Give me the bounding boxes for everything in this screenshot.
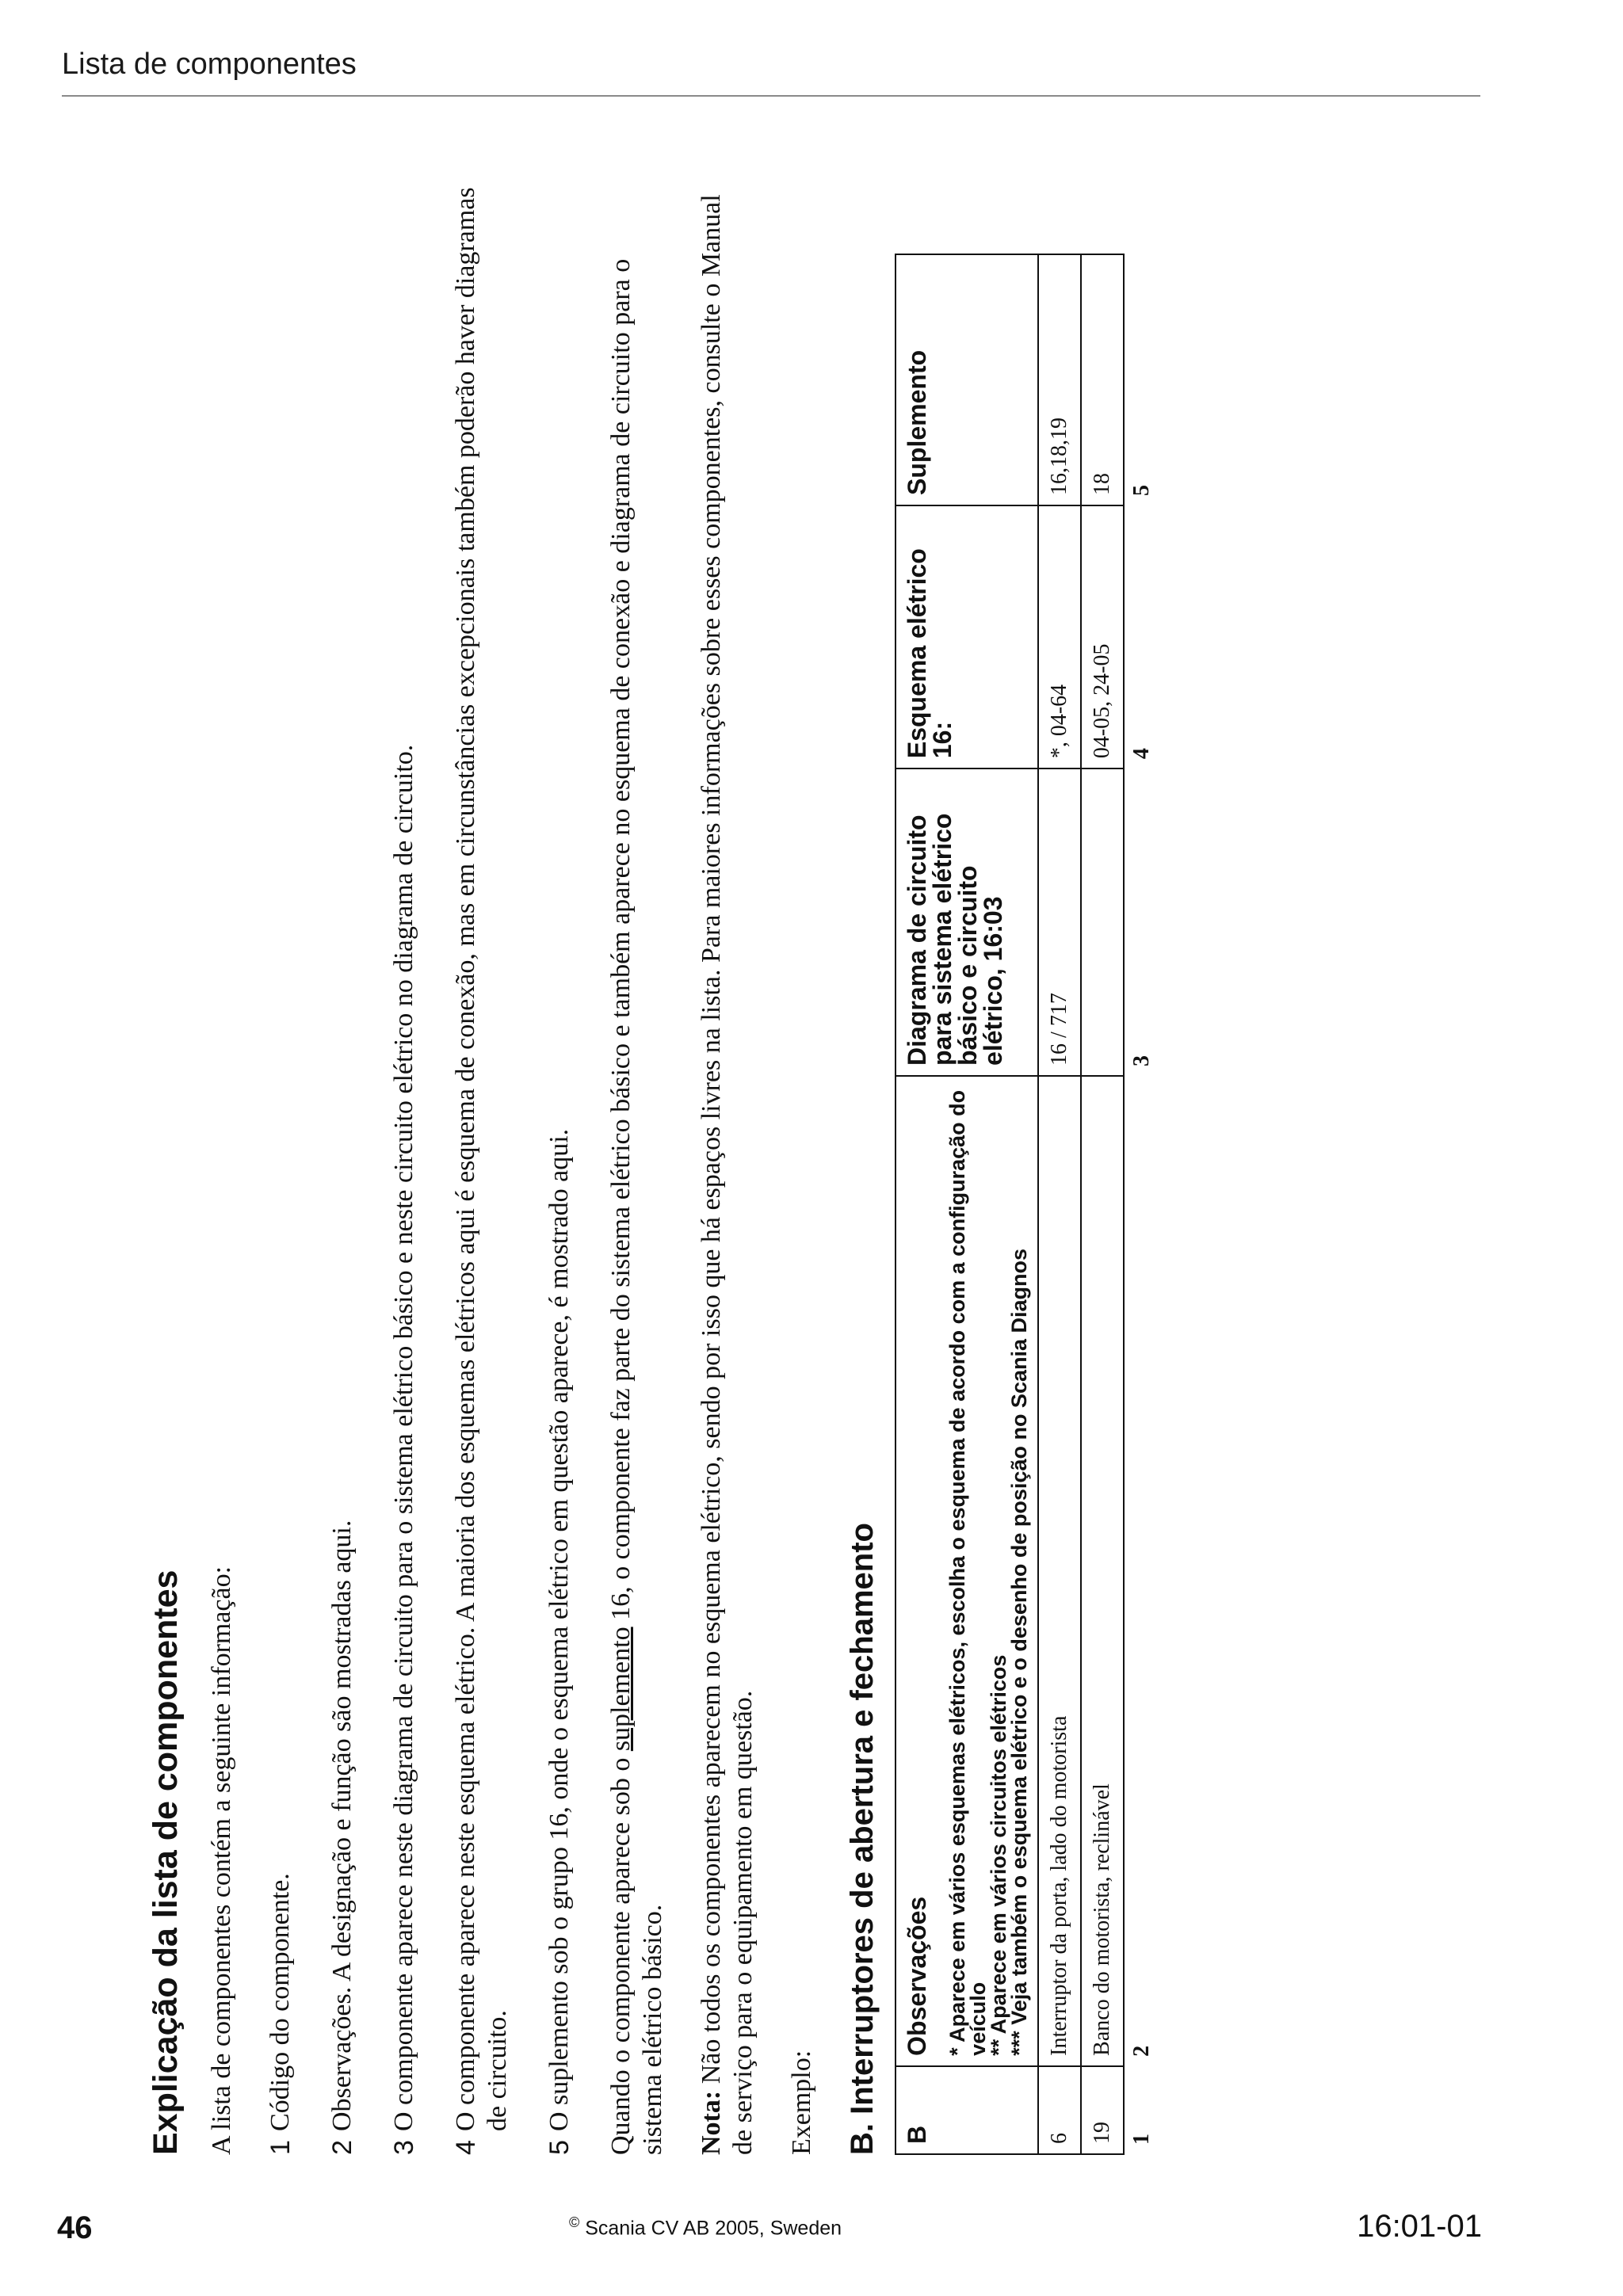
supplement-underlined-term: suplemento — [606, 1627, 636, 1752]
column-number: 3 — [1129, 1055, 1154, 1066]
column-number: 2 — [1129, 2045, 1154, 2057]
header-suplemento: Suplemento — [896, 254, 1038, 505]
cell-b: 19 — [1081, 2066, 1124, 2154]
table-header-row — [896, 254, 1038, 2154]
cell-esquema: 04-05, 24-05 — [1081, 505, 1124, 769]
table-row — [1081, 254, 1124, 2154]
list-item — [544, 174, 575, 2155]
list-item-number: 1 — [265, 2140, 296, 2155]
cell-suplemento: 16,18,19 — [1038, 254, 1081, 505]
section-title: Explicação da lista de componentes — [147, 1569, 185, 2155]
note-label: Nota: — [697, 2090, 726, 2155]
copyright-notice — [569, 2214, 842, 2240]
component-table — [895, 254, 1163, 2155]
header-b: B — [896, 2066, 1038, 2154]
list-item-number: 5 — [544, 2140, 575, 2155]
list-item-text: Observações. A designação e função são mostradas aqui. — [327, 1520, 357, 2131]
cell-esquema: *, 04-64 — [1038, 505, 1081, 769]
supplement-text-after: 16, o componente faz parte do sistema elétrico básico e também aparece no esquema de conexão e diagrama de circuito para o sistema elétrico básico. — [606, 258, 667, 2155]
list-item-text: O suplemento sob o grupo 16, onde o esquema elétrico em questão aparece, é mostrado aqui. — [544, 1128, 574, 2131]
list-item — [388, 174, 420, 2155]
cell-diagrama: 16 / 717 — [1038, 769, 1081, 1076]
column-number: 4 — [1129, 748, 1154, 760]
running-header: Lista de componentes — [62, 48, 357, 81]
copyright-symbol: © — [569, 2214, 580, 2230]
note-text: Não todos os componentes aparecem no esquema elétrico, sendo por isso que há espaços livres na lista. Para maiores informações sobre esses componentes, consulte o Manual de serviço para o equipamento em questão. — [697, 194, 758, 2155]
example-label: Exemplo: — [787, 2050, 816, 2155]
list-item-number: 3 — [389, 2140, 419, 2155]
cell-b: 6 — [1038, 2066, 1081, 2154]
header-observacoes-title: Observações — [903, 1896, 931, 2056]
rotated-content — [147, 174, 1359, 2155]
observacoes-note: ** Aparece em vários circuitos elétricos — [987, 1654, 1010, 2056]
list-item — [327, 174, 358, 2155]
header-esquema: Esquema elétrico 16: — [896, 505, 1038, 769]
header-diagrama: Diagrama de circuito para sistema elétrico básico e circuito elétrico, 16:03 — [896, 769, 1038, 1076]
list-item-text: O componente aparece neste esquema elétrico. A maioria dos esquemas elétricos aqui é esquema de conexão, mas em circunstâncias excepcionais também poderão haver diagramas de circuito. — [451, 187, 512, 2131]
observacoes-note: * Aparece em vários esquemas elétricos, escolha o esquema de acordo com a configuração do veículo — [945, 1089, 990, 2056]
list-item-text: Código do componente. — [265, 1873, 295, 2131]
cell-diagrama — [1081, 769, 1124, 1076]
table-section-title: B. Interruptores de abertura e fechamento — [845, 1523, 880, 2155]
list-item — [265, 174, 296, 2155]
cell-suplemento: 18 — [1081, 254, 1124, 505]
note-paragraph — [696, 174, 759, 2155]
supplement-paragraph — [605, 174, 669, 2155]
observacoes-note: *** Veja também o esquema elétrico e o desenho de posição no Scania Diagnos — [1007, 1249, 1031, 2056]
table-row — [1038, 254, 1081, 2154]
header-divider — [62, 95, 1480, 97]
copyright-text: Scania CV AB 2005, Sweden — [585, 2217, 842, 2240]
document-code: 16:01-01 — [1357, 2209, 1482, 2244]
list-item-number: 4 — [451, 2140, 481, 2155]
column-number-row — [1124, 254, 1163, 2154]
list-item — [450, 174, 514, 2155]
column-number: 5 — [1129, 484, 1154, 496]
column-number: 1 — [1129, 2134, 1154, 2145]
cell-observacoes: Banco do motorista, reclinável — [1081, 1076, 1124, 2066]
header-observacoes — [896, 1076, 1038, 2066]
supplement-text-before: Quando o componente aparece sob o — [606, 1751, 636, 2155]
page-number: 46 — [57, 2210, 93, 2245]
list-item-number: 2 — [327, 2140, 357, 2155]
intro-paragraph: A lista de componentes contém a seguinte informação: — [207, 1566, 236, 2155]
explanation-list — [265, 174, 575, 2155]
list-item-text: O componente aparece neste diagrama de circuito para o sistema elétrico básico e neste circuito elétrico no diagrama de circuito. — [389, 744, 418, 2131]
cell-observacoes: Interruptor da porta, lado do motorista — [1038, 1076, 1081, 2066]
